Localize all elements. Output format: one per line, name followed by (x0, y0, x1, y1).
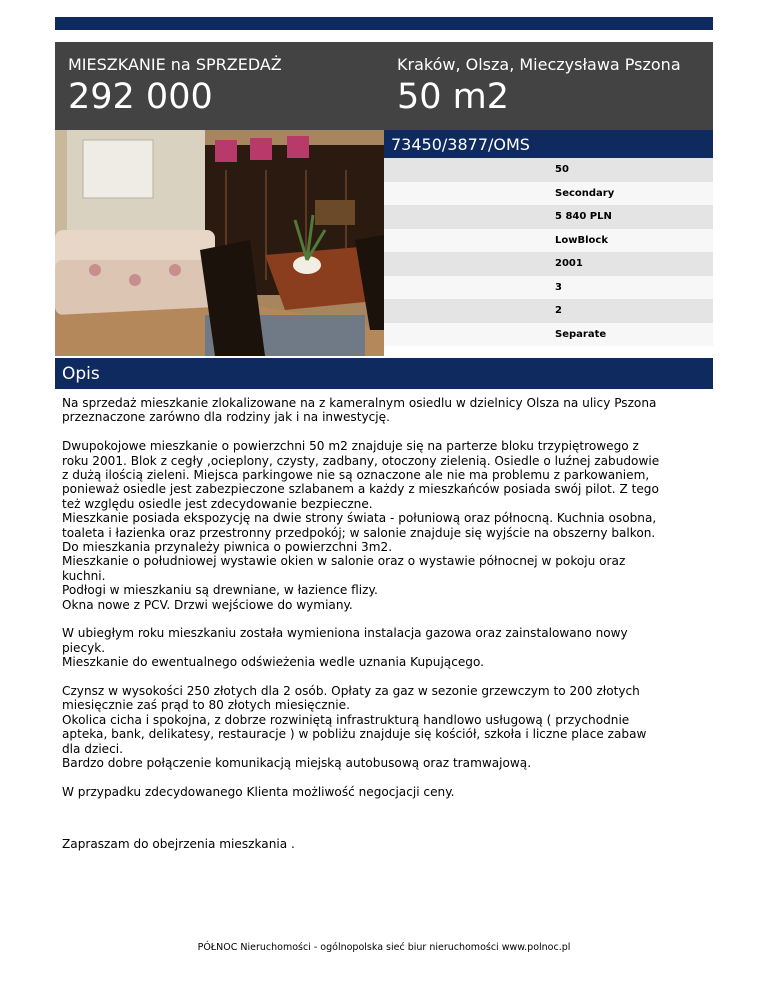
listing-type: MIESZKANIE na SPRZEDAŻ (68, 55, 282, 74)
details-row (384, 276, 713, 300)
details-value: 5 840 PLN (555, 211, 612, 222)
description-line: dla dzieci. (62, 741, 123, 756)
details-value: 3 (555, 281, 562, 293)
description-line: Czynsz w wysokości 250 złotych dla 2 osób. Opłaty za gaz w sezonie grzewczym to 200 złotych (62, 684, 640, 699)
listing-price: 292 000 (68, 77, 213, 117)
description-header-bar (55, 358, 713, 389)
description-line: roku 2001. Blok z cegły ,ocieplony, czysty, zadbany, otoczony zielenią. Osiedle o luźnej zabudowie (62, 453, 660, 468)
property-photo (55, 130, 384, 356)
page-footer: PÓŁNOC Nieruchomości - ogólnopolska sieć biur nieruchomości www.polnoc.pl (197, 942, 571, 953)
details-row (384, 299, 713, 323)
details-row (384, 158, 713, 182)
description-line: też względu osiedle jest zdecydowanie bezpieczne. (62, 496, 373, 511)
description-line: toaleta i łazienka oraz przestronny przedpokój; w salonie znajduje się wyjście na obszerny balkon. (62, 525, 656, 540)
details-row (384, 182, 713, 206)
details-value: Secondary (555, 187, 615, 199)
details-value: 2001 (555, 258, 583, 269)
header-left (68, 42, 282, 117)
description-line: Okna nowe z PCV. Drzwi wejściowe do wymiany. (62, 597, 353, 612)
description-line: Na sprzedaż mieszkanie zlokalizowane na z kameralnym osiedlu w dzielnicy Olsza na ulicy Pszona (62, 396, 657, 410)
description-paragraph (62, 837, 702, 851)
description-line: kuchni. (62, 568, 106, 583)
details-row (384, 323, 713, 347)
reference-number: 73450/3877/OMS (391, 135, 530, 154)
details-table (384, 158, 713, 346)
description-paragraph (62, 396, 702, 425)
description-line: W ubiegłym roku mieszkaniu została wymieniona instalacja gazowa oraz zainstalowano nowy (62, 626, 628, 641)
description-line: apteka, bank, delikatesy, restauracje ) w pobliżu znajduje się kościół, szkoła i liczne place zabaw (62, 727, 647, 742)
description-paragraph (62, 626, 702, 669)
living-room-photo-illustration (55, 130, 384, 356)
description-line: Zapraszam do obejrzenia mieszkania . (62, 837, 295, 852)
description-line: piecyk. (62, 640, 106, 655)
description-line: Bardzo dobre połączenie komunikacją miejską autobusową oraz tramwajową. (62, 756, 532, 771)
details-value: 2 (555, 305, 562, 316)
description-line: ponieważ osiedle jest zabezpieczone szlabanem a każdy z mieszkańców posiada swój pilot. Z tego (62, 482, 659, 497)
description-paragraph (62, 684, 702, 770)
description-line: Do mieszkania przynależy piwnica o powierzchni 3m2. (62, 540, 393, 555)
listing-area: 50 m2 (397, 77, 510, 117)
listing-header (55, 42, 713, 130)
description-paragraph (62, 785, 702, 799)
details-row (384, 205, 713, 229)
top-accent-bar (55, 17, 713, 30)
details-value: LowBlock (555, 234, 608, 246)
reference-bar (384, 130, 713, 158)
description-line: Okolica cicha i spokojna, z dobrze rozwiniętą infrastrukturą handlowo usługową ( przychodnie (62, 712, 630, 727)
description-line: przeznaczone zarówno dla rodziny jak i na inwestycję. (62, 410, 390, 425)
details-value: 50 (555, 164, 569, 175)
description-line: Dwupokojowe mieszkanie o powierzchni 50 m2 znajduje się na parterze bloku trzypiętrowego z (62, 439, 639, 454)
description-line: Mieszkanie o południowej wystawie okien w salonie oraz o wystawie północnej w pokoju oraz (62, 554, 626, 569)
description-line: Mieszkanie do ewentualnego odświeżenia wedle uznania Kupującego. (62, 655, 485, 670)
description-line: z dużą ilością zieleni. Miejsca parkingowe nie są oznaczone ale nie ma problemu z parkowaniem, (62, 468, 650, 483)
description-paragraph (62, 439, 702, 612)
description-text (62, 396, 702, 866)
details-row (384, 229, 713, 253)
header-right (397, 42, 681, 117)
details-row (384, 252, 713, 276)
description-line: miesięcznie zaś prąd to 80 złotych miesięcznie. (62, 698, 350, 713)
listing-location: Kraków, Olsza, Mieczysława Pszona (397, 55, 681, 74)
description-line: Mieszkanie posiada ekspozycję na dwie strony świata - połuniową oraz północną. Kuchnia osobna, (62, 511, 657, 526)
section-title: Opis (62, 364, 100, 384)
description-line: Podłogi w mieszkaniu są drewniane, w łazience flizy. (62, 583, 378, 598)
details-value: Separate (555, 328, 607, 340)
description-line: W przypadku zdecydowanego Klienta możliwość negocjacji ceny. (62, 784, 455, 799)
